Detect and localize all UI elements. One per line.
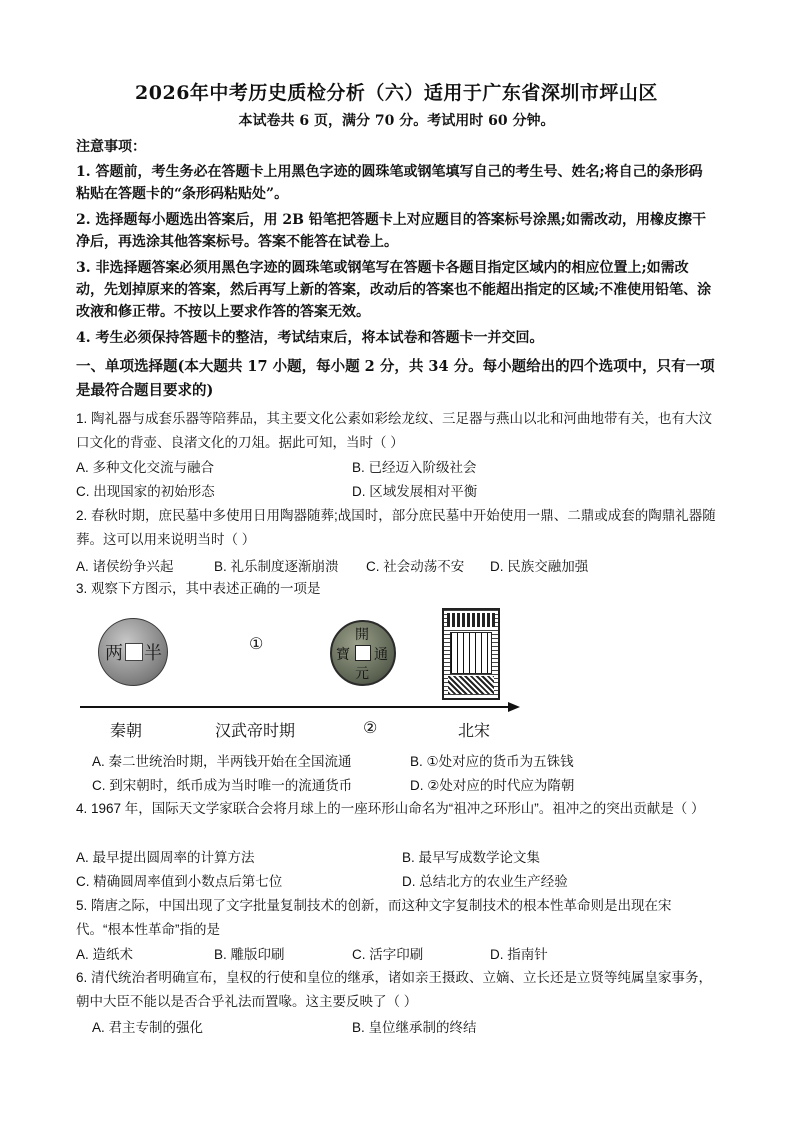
coin-2-char-left: 寶: [336, 647, 350, 663]
question-2-option-c[interactable]: C. 社会动荡不安: [366, 559, 465, 574]
currency-timeline-figure: [76, 600, 526, 750]
timeline-label-northern-song: 北宋: [458, 721, 491, 740]
question-4-stem: 4. 1967 年，国际天文学家联合会将月球上的一座环形山命名为“祖冲之环形山”。祖冲之的突出贡献是（ ）: [76, 801, 705, 816]
question-5-option-d[interactable]: D. 指南针: [490, 947, 548, 962]
section-heading: 一、单项选择题(本大题共 17 小题，每小题 2 分，共 34 分。每小题给出的四个选项中，只有一项是最符合题目要求的): [76, 358, 715, 399]
coin-2-char-top: 開: [355, 627, 369, 643]
question-5-option-a[interactable]: A. 造纸术: [76, 947, 134, 962]
jiaozi-banknote-image: [442, 608, 500, 700]
page-subtitle: 本试卷共 6 页，满分 70 分。考试用时 60 分钟。: [238, 113, 555, 129]
coin-2-char-bottom: 元: [355, 666, 369, 682]
question-1-option-b[interactable]: B. 已经迈入阶级社会: [352, 460, 477, 475]
timeline-label-han-wudi: 汉武帝时期: [215, 721, 296, 740]
coin-2-char-right: 通: [374, 647, 388, 663]
question-6-option-a[interactable]: A. 君主专制的强化: [92, 1020, 204, 1035]
question-6-option-b[interactable]: B. 皇位继承制的终结: [352, 1020, 477, 1035]
question-2-stem: 2. 春秋时期，庶民墓中多使用日用陶器随葬;战国时，部分庶民墓中开始使用一鼎、二鼎或成套的陶鼎礼器随葬。这可以用来说明当时（ ）: [76, 508, 716, 547]
notice-item-1: 1. 答题前，考生务必在答题卡上用黑色字迹的圆珠笔或钢笔填写自己的考生号、姓名;将自己的条形码粘贴在答题卡的“条形码粘贴处”。: [76, 164, 703, 202]
notice-item-3: 3. 非选择题答案必须用黑色字迹的圆珠笔或钢笔写在答题卡各题目指定区域内的相应位置上;如需改动，先划掉原来的答案，然后再写上新的答案，改动后的答案也不能超出指定的区域;不准使用铅笔、涂改液和修正带。不按以上要求作答的答案无效。: [76, 260, 712, 320]
coin-1-char-right: 半: [144, 643, 162, 664]
kaiyuan-tongbao-coin-image: [330, 620, 396, 686]
question-5-option-b[interactable]: B. 雕版印刷: [214, 947, 285, 962]
question-1-option-a[interactable]: A. 多种文化交流与融合: [76, 460, 215, 475]
timeline-label-qin: 秦朝: [110, 721, 143, 740]
question-3-stem: 3. 观察下方图示，其中表述正确的一项是: [76, 581, 321, 596]
question-4-option-c[interactable]: C. 精确圆周率值到小数点后第七位: [76, 874, 283, 889]
notice-heading: 注意事项：: [76, 139, 146, 155]
question-2-option-d[interactable]: D. 民族交融加强: [490, 559, 589, 574]
question-4-option-a[interactable]: A. 最早提出圆周率的计算方法: [76, 850, 255, 865]
question-6-stem: 6. 清代统治者明确宣布，皇权的行使和皇位的继承，诸如亲王摄政、立嫡、立长还是立贤等纯属皇家事务，朝中大臣不能以是否合乎礼法而置喙。这主要反映了（ ）: [76, 970, 713, 1009]
question-3-option-d[interactable]: D. ②处对应的时代应为隋朝: [410, 778, 575, 793]
page-title: 2026年中考历史质检分析（六）适用于广东省深圳市坪山区: [135, 82, 658, 104]
notice-item-2: 2. 选择题每小题选出答案后，用 2B 铅笔把答题卡上对应题目的答案标号涂黑;如需改动，用橡皮擦干净后，再选涂其他答案标号。答案不能答在试卷上。: [76, 212, 706, 250]
question-1-stem: 1. 陶礼器与成套乐器等陪葬品，其主要文化公素如彩绘龙纹、三足器与燕山以北和河曲地带有关，也有大汶口文化的背壶、良渚文化的刀俎。据此可知，当时（ ）: [76, 411, 713, 450]
question-2-option-a[interactable]: A. 诸侯纷争兴起: [76, 559, 174, 574]
timeline-label-placeholder-2: ②: [363, 718, 378, 737]
question-4-option-b[interactable]: B. 最早写成数学论文集: [402, 850, 541, 865]
timeline-arrow: [76, 700, 526, 714]
question-2-option-b[interactable]: B. 礼乐制度逐渐崩溃: [214, 559, 339, 574]
ban-liang-coin-image: [98, 618, 168, 686]
question-4-option-d[interactable]: D. 总结北方的农业生产经验: [402, 874, 568, 889]
question-5-stem: 5. 隋唐之际，中国出现了文字批量复制技术的创新，而这种文字复制技术的根本性革命则是出现在宋代。“根本性革命”指的是: [76, 898, 672, 937]
question-3-option-a[interactable]: A. 秦二世统治时期，半两钱开始在全国流通: [92, 754, 352, 769]
placeholder-1-label: ①: [249, 634, 264, 653]
coin-1-char-left: 两: [105, 643, 123, 664]
question-1-option-d[interactable]: D. 区域发展相对平衡: [352, 484, 478, 499]
question-5-option-c[interactable]: C. 活字印刷: [352, 947, 424, 962]
question-1-option-c[interactable]: C. 出现国家的初始形态: [76, 484, 215, 499]
question-3-option-b[interactable]: B. ①处对应的货币为五铢钱: [410, 754, 574, 769]
notice-item-4: 4. 考生必须保持答题卡的整洁，考试结束后，将本试卷和答题卡一并交回。: [76, 330, 544, 346]
question-3-option-c[interactable]: C. 到宋朝时，纸币成为当时唯一的流通货币: [92, 778, 353, 793]
